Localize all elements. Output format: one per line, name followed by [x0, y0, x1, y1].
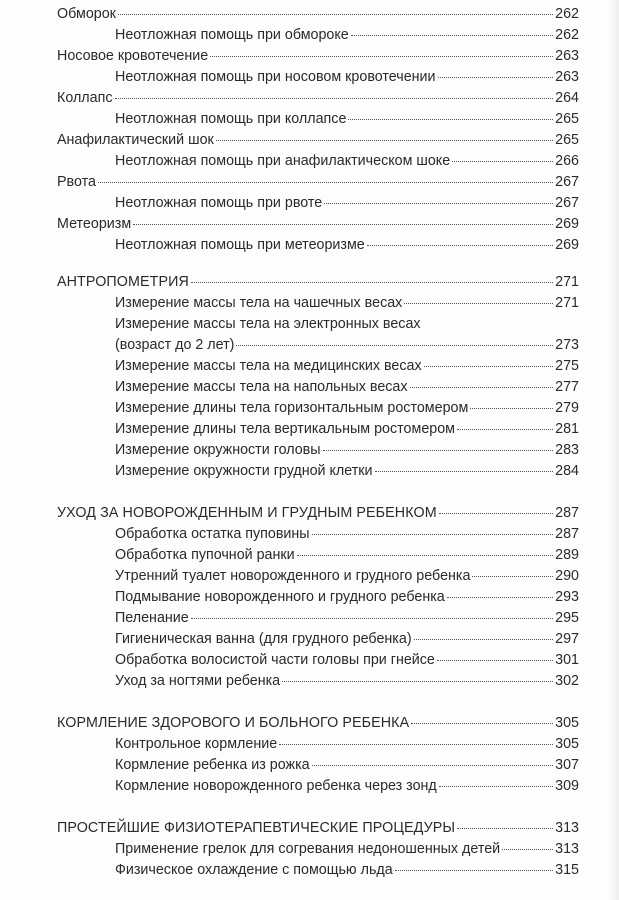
dot-leader — [312, 534, 554, 535]
toc-subentry[interactable] — [57, 608, 579, 629]
page-number: 265 — [555, 132, 579, 148]
toc-chapter-entry[interactable] — [57, 272, 579, 293]
dot-leader — [297, 555, 554, 556]
toc-subentry[interactable] — [57, 398, 579, 419]
dot-leader — [411, 723, 553, 724]
page-number: 281 — [555, 421, 579, 437]
dot-leader — [395, 870, 553, 871]
dot-leader — [439, 513, 553, 514]
page-number: 271 — [555, 274, 579, 290]
entry-title: Измерение массы тела на медицинских весах — [115, 358, 422, 374]
entry-title: Рвота — [57, 174, 96, 190]
entry-title: Измерение массы тела на напольных весах — [115, 379, 408, 395]
dot-leader — [414, 639, 554, 640]
entry-title: Неотложная помощь при носовом кровотечении — [115, 69, 436, 85]
dot-leader — [133, 224, 553, 225]
toc-section — [57, 503, 579, 692]
dot-leader — [424, 366, 554, 367]
dot-leader — [312, 765, 554, 766]
page-number: 275 — [555, 358, 579, 374]
dot-leader — [98, 182, 553, 183]
entry-title: Метеоризм — [57, 216, 132, 232]
toc-subentry[interactable] — [57, 545, 579, 566]
toc-subentry[interactable] — [57, 860, 579, 881]
table-of-contents — [57, 4, 579, 881]
entry-title: Обработка пупочной ранки — [115, 547, 295, 563]
dot-leader — [457, 828, 553, 829]
toc-subentry[interactable] — [57, 356, 579, 377]
toc-subentry[interactable] — [57, 629, 579, 650]
dot-leader — [452, 161, 553, 162]
page-number: 289 — [555, 547, 579, 563]
entry-title: Измерение массы тела на электронных весах — [115, 316, 421, 332]
toc-chapter-entry[interactable] — [57, 88, 579, 109]
dot-leader — [279, 744, 553, 745]
entry-title: Неотложная помощь при коллапсе — [115, 111, 347, 127]
page-number: 313 — [555, 820, 579, 836]
page-number: 277 — [555, 379, 579, 395]
toc-subentry[interactable] — [57, 109, 579, 130]
page-number: 266 — [555, 153, 579, 169]
toc-subentry[interactable] — [57, 151, 579, 172]
page-number: 287 — [555, 526, 579, 542]
dot-leader — [502, 849, 553, 850]
entry-title: Обработка остатка пуповины — [115, 526, 310, 542]
dot-leader — [404, 303, 553, 304]
page-number: 284 — [555, 463, 579, 479]
page-number: 262 — [555, 6, 579, 22]
entry-title: Применение грелок для согревания недоношенных детей — [115, 841, 501, 857]
entry-title: Неотложная помощь при рвоте — [115, 195, 323, 211]
dot-leader — [437, 660, 553, 661]
entry-title: Неотложная помощь при обмороке — [115, 27, 349, 43]
toc-subentry[interactable] — [57, 67, 579, 88]
entry-title: (возраст до 2 лет) — [115, 337, 235, 353]
page-number: 297 — [555, 631, 579, 647]
page-number: 267 — [555, 195, 579, 211]
dot-leader — [348, 119, 553, 120]
toc-subentry[interactable] — [57, 650, 579, 671]
page-number: 273 — [555, 337, 579, 353]
dot-leader — [438, 77, 554, 78]
toc-section — [57, 818, 579, 881]
page-number: 301 — [555, 652, 579, 668]
page-number: 313 — [555, 841, 579, 857]
dot-leader — [236, 345, 553, 346]
dot-leader — [375, 471, 554, 472]
toc-chapter-entry[interactable] — [57, 214, 579, 235]
toc-chapter-entry[interactable] — [57, 818, 579, 839]
entry-title: Обморок — [57, 6, 116, 22]
dot-leader — [191, 282, 553, 283]
toc-chapter-entry[interactable] — [57, 130, 579, 151]
toc-subentry[interactable] — [57, 193, 579, 214]
entry-title: Подмывание новорожденного и грудного ребенка — [115, 589, 445, 605]
toc-subentry[interactable] — [57, 755, 579, 776]
toc-chapter-entry[interactable] — [57, 172, 579, 193]
toc-subentry[interactable] — [57, 461, 579, 482]
page-number: 309 — [555, 778, 579, 794]
entry-title: Носовое кровотечение — [57, 48, 209, 64]
entry-title: Физическое охлаждение с помощью льда — [115, 862, 393, 878]
dot-leader — [472, 576, 553, 577]
page-number: 267 — [555, 174, 579, 190]
entry-title: Неотложная помощь при метеоризме — [115, 237, 365, 253]
entry-title: КОРМЛЕНИЕ ЗДОРОВОГО И БОЛЬНОГО РЕБЕНКА — [57, 715, 410, 731]
page-number: 305 — [555, 736, 579, 752]
entry-title: Анафилактический шок — [57, 132, 214, 148]
page-number: 287 — [555, 505, 579, 521]
page-number: 290 — [555, 568, 579, 584]
entry-title: Измерение окружности грудной клетки — [115, 463, 373, 479]
dot-leader — [410, 387, 554, 388]
entry-title: Измерение длины тела вертикальным ростомером — [115, 421, 456, 437]
entry-title: УХОД ЗА НОВОРОЖДЕННЫМ И ГРУДНЫМ РЕБЕНКОМ — [57, 505, 437, 521]
dot-leader — [282, 681, 553, 682]
toc-subentry[interactable] — [57, 671, 579, 692]
page-number: 293 — [555, 589, 579, 605]
entry-title: Неотложная помощь при анафилактическом шоке — [115, 153, 451, 169]
entry-title: АНТРОПОМЕТРИЯ — [57, 274, 189, 290]
toc-subentry[interactable] — [57, 524, 579, 545]
toc-subentry[interactable] — [57, 566, 579, 587]
page-number: 283 — [555, 442, 579, 458]
page-number: 263 — [555, 69, 579, 85]
entry-title: Коллапс — [57, 90, 113, 106]
page-number: 305 — [555, 715, 579, 731]
page-number: 269 — [555, 237, 579, 253]
dot-leader — [324, 203, 553, 204]
page-number: 302 — [555, 673, 579, 689]
toc-subentry[interactable] — [57, 314, 579, 335]
entry-title: Измерение массы тела на чашечных весах — [115, 295, 403, 311]
page-number: 262 — [555, 27, 579, 43]
entry-title: Кормление новорожденного ребенка через зонд — [115, 778, 437, 794]
dot-leader — [457, 429, 553, 430]
toc-subentry[interactable] — [57, 776, 579, 797]
toc-section — [57, 272, 579, 482]
page-number: 269 — [555, 216, 579, 232]
toc-section — [57, 713, 579, 797]
toc-subentry[interactable] — [57, 734, 579, 755]
toc-subentry[interactable] — [57, 293, 579, 314]
dot-leader — [210, 56, 553, 57]
toc-chapter-entry[interactable] — [57, 46, 579, 67]
dot-leader — [216, 140, 553, 141]
dot-leader — [115, 98, 554, 99]
dot-leader — [367, 245, 553, 246]
page-number: 279 — [555, 400, 579, 416]
page-number: 265 — [555, 111, 579, 127]
entry-title: Кормление ребенка из рожка — [115, 757, 310, 773]
dot-leader — [118, 14, 553, 15]
toc-subentry[interactable] — [57, 440, 579, 461]
entry-title: Измерение окружности головы — [115, 442, 321, 458]
page-number: 263 — [555, 48, 579, 64]
toc-subentry[interactable] — [57, 335, 579, 356]
toc-subentry[interactable] — [57, 25, 579, 46]
dot-leader — [323, 450, 554, 451]
entry-title: Гигиеническая ванна (для грудного ребенка) — [115, 631, 412, 647]
toc-chapter-entry[interactable] — [57, 713, 579, 734]
entry-title: Измерение длины тела горизонтальным ростомером — [115, 400, 469, 416]
dot-leader — [191, 618, 553, 619]
toc-subentry[interactable] — [57, 839, 579, 860]
dot-leader — [439, 786, 553, 787]
toc-subentry[interactable] — [57, 235, 579, 256]
page-number: 315 — [555, 862, 579, 878]
toc-chapter-entry[interactable] — [57, 4, 579, 25]
entry-title: Пеленание — [115, 610, 189, 626]
dot-leader — [470, 408, 553, 409]
page-number: 295 — [555, 610, 579, 626]
entry-title: Контрольное кормление — [115, 736, 278, 752]
entry-title: ПРОСТЕЙШИЕ ФИЗИОТЕРАПЕВТИЧЕСКИЕ ПРОЦЕДУРЫ — [57, 820, 456, 836]
entry-title: Обработка волосистой части головы при гнейсе — [115, 652, 435, 668]
dot-leader — [351, 35, 553, 36]
toc-subentry[interactable] — [57, 587, 579, 608]
entry-title: Уход за ногтями ребенка — [115, 673, 281, 689]
page-number: 271 — [555, 295, 579, 311]
toc-chapter-entry[interactable] — [57, 503, 579, 524]
page-edge-shadow — [609, 0, 619, 900]
entry-title: Утренний туалет новорожденного и грудного ребенка — [115, 568, 471, 584]
dot-leader — [447, 597, 553, 598]
toc-subentry[interactable] — [57, 377, 579, 398]
toc-subentry[interactable] — [57, 419, 579, 440]
toc-section — [57, 4, 579, 256]
page-number: 307 — [555, 757, 579, 773]
page-number: 264 — [555, 90, 579, 106]
